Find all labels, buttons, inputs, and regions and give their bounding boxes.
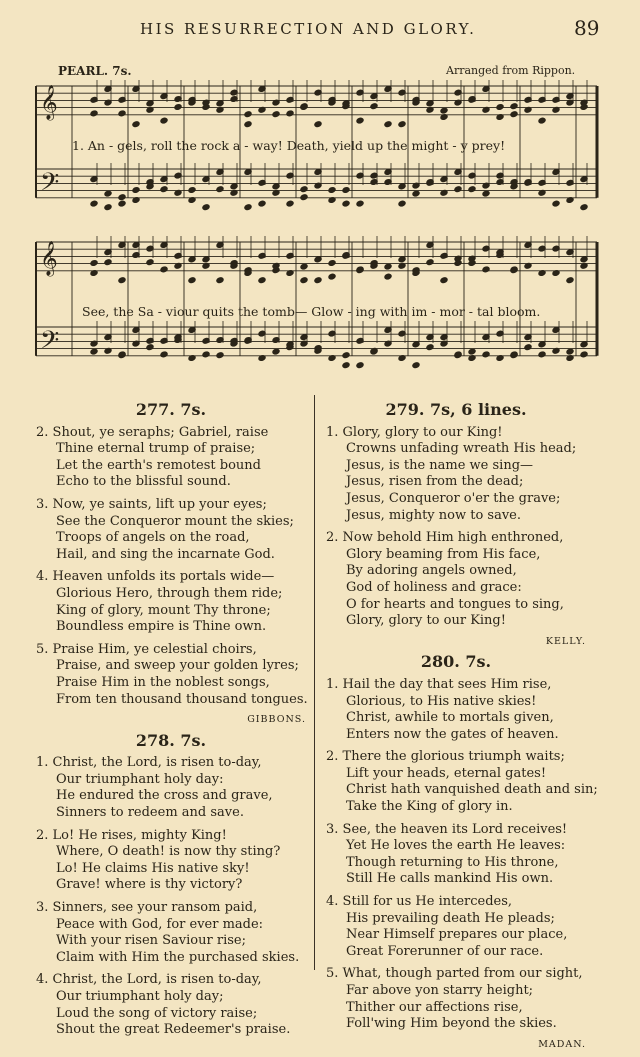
tune-name: PEARL. 7s. [58, 64, 132, 78]
verse-line: Praise, and sweep your golden lyres; [56, 658, 299, 674]
note-head [160, 117, 168, 124]
note-head [342, 187, 350, 194]
note-head [118, 194, 126, 201]
stanza [326, 749, 598, 815]
verse-line: 2. Shout, ye seraphs; Gabriel, raise [36, 424, 269, 440]
note-head [104, 259, 112, 266]
verse-line: Glorious Hero, through them ride; [56, 585, 283, 601]
note-head [146, 259, 154, 266]
note-head [272, 348, 280, 355]
verse-line: Echo to the blissful sound. [56, 474, 231, 490]
column-divider [314, 395, 315, 970]
verse-line: 4. Christ, the Lord, is risen to-day, [36, 972, 262, 988]
verse-line: Our triumphant holy day: [56, 771, 224, 787]
verse-line: 3. Now, ye saints, lift up your eyes; [36, 496, 267, 512]
verse-line: By adoring angels owned, [346, 563, 517, 579]
hymn-title: 279. 7s, 6 lines. [385, 400, 527, 419]
note-head [286, 200, 294, 207]
verse-line: Enters now the gates of heaven. [346, 726, 559, 742]
verse-line: With your risen Saviour rise; [56, 933, 246, 949]
stanza [326, 677, 586, 743]
lyric-line-1: 1. An - gels, roll the rock a - way! Death, yield up the might - y prey! [72, 138, 506, 153]
note-head [118, 277, 126, 284]
hymn-278 [36, 730, 306, 1039]
note-head [440, 107, 448, 114]
note-head [356, 200, 364, 207]
verse-line: Glorious, to His native skies! [346, 693, 537, 709]
verse-line: Thine eternal trump of praise; [56, 441, 256, 457]
verse-line: Peace with God, for ever made: [56, 916, 264, 932]
verse-line: Claim with Him the purchased skies. [56, 949, 300, 965]
verse-line: 5. What, though parted from our sight, [326, 966, 583, 982]
verse-line: Still He calls mankind His own. [346, 871, 554, 887]
verse-line: 2. Now behold Him high enthroned, [326, 530, 564, 546]
hymn-author: GIBBONS. [247, 714, 306, 726]
verse-line: Lift your heads, eternal gates! [346, 765, 547, 781]
verse-line: Jesus, risen from the dead; [346, 474, 524, 490]
hymn-279 [326, 402, 586, 650]
verse-line: Jesus, is the name we sing— [346, 457, 534, 473]
verse-line: 1. Christ, the Lord, is risen to-day, [36, 755, 262, 771]
verse-line: See the Conqueror mount the skies; [56, 513, 294, 529]
note-head [216, 277, 224, 284]
verse-line: Yet He loves the earth He leaves: [346, 838, 566, 854]
verse-line: 1. Hail the day that sees Him rise, [326, 676, 552, 692]
note-head [132, 121, 140, 128]
note-head [580, 351, 588, 358]
stanza [326, 822, 586, 888]
verse-line: 3. Sinners, see your ransom paid, [36, 900, 258, 916]
note-head [328, 187, 336, 194]
note-head [286, 110, 294, 117]
note-head [160, 186, 168, 193]
note-head [426, 344, 434, 351]
note-head [440, 277, 448, 284]
verse-line: Boundless empire is Thine own. [56, 619, 267, 635]
note-head [398, 121, 406, 128]
note-head [90, 110, 98, 117]
hymn-280 [326, 652, 598, 1053]
verse-line: Our triumphant holy day; [56, 989, 224, 1004]
note-head [454, 186, 462, 193]
verse-line: Lo! He claims His native sky! [56, 860, 250, 876]
verse-line: Grave! where is thy victory? [56, 877, 243, 893]
verse-line: Loud the song of victory raise; [56, 1005, 258, 1021]
note-head [510, 111, 518, 118]
verse-line: God of holiness and grace: [346, 579, 522, 595]
note-head [426, 259, 434, 266]
note-head [412, 190, 420, 197]
verse-line: Though returning to His throne, [346, 854, 559, 870]
note-head [300, 263, 308, 270]
note-head [342, 200, 350, 207]
note-head [202, 204, 210, 211]
stanza [326, 425, 586, 525]
note-head [356, 362, 364, 369]
verse-line: O for hearts and tongues to sing, [346, 596, 564, 612]
stanza [36, 972, 306, 1038]
note-head [370, 103, 378, 110]
note-head [272, 111, 280, 118]
note-head [244, 121, 252, 128]
verse-line: Thither our affections rise, [346, 999, 523, 1015]
stanza [326, 530, 586, 630]
left-column [36, 402, 306, 1045]
verse-line: 1. Glory, glory to our King! [326, 424, 503, 440]
clef-icon: 𝄞 [40, 85, 58, 120]
note-head [482, 266, 490, 273]
stanza [326, 894, 586, 960]
note-head [384, 263, 392, 270]
verse-line: Hail, and sing the incarnate God. [56, 546, 275, 562]
note-head [566, 348, 574, 355]
note-head [90, 200, 98, 207]
note-head [132, 187, 140, 194]
verse-line: Let the earth's remotest bound [56, 457, 261, 473]
note-head [90, 348, 98, 355]
verse-line: Christ, awhile to mortals given, [346, 710, 554, 726]
note-head [90, 260, 98, 267]
note-head [510, 103, 518, 110]
note-head [342, 352, 350, 359]
page-number: 89 [574, 16, 600, 40]
note-head [552, 200, 560, 207]
verse-line: 4. Still for us He intercedes, [326, 894, 513, 910]
running-head: HIS RESURRECTION AND GLORY. [140, 20, 477, 38]
verse-line: 2. Lo! He rises, mighty King! [36, 827, 227, 843]
note-head [356, 117, 364, 124]
note-head [174, 104, 182, 111]
note-head [566, 277, 574, 284]
note-head [384, 121, 392, 128]
verse-line: Glory, glory to our King! [346, 613, 506, 629]
verse-line: Great Forerunner of our race. [346, 943, 544, 959]
verse-line: Christ hath vanquished death and sin; [346, 782, 598, 798]
note-head [496, 104, 504, 111]
hymn-author: KELLY. [545, 635, 586, 647]
verse-line: Jesus, Conqueror o'er the grave; [346, 490, 561, 506]
note-head [160, 266, 168, 273]
stanza [36, 497, 306, 563]
verse-line: From ten thousand thousand tongues. [56, 691, 308, 707]
note-head [104, 204, 112, 211]
note-head [216, 352, 224, 359]
stanza [36, 642, 306, 708]
note-head [160, 351, 168, 358]
verse-line: Shout the great Redeemer's praise. [56, 1022, 291, 1038]
stanza [326, 966, 586, 1032]
verse-line: Sinners to redeem and save. [56, 805, 244, 821]
note-head [482, 190, 490, 197]
stanza [36, 900, 306, 966]
note-head [146, 344, 154, 351]
tune-arranger: Arranged from Rippon. [446, 64, 576, 77]
verse-line: 5. Praise Him, ye celestial choirs, [36, 641, 257, 657]
note-head [538, 351, 546, 358]
note-head [468, 348, 476, 355]
note-head [258, 200, 266, 207]
note-head [328, 260, 336, 267]
note-head [314, 121, 322, 128]
note-head [468, 186, 476, 193]
hymn-author: MADAN. [538, 1038, 586, 1050]
note-head [328, 273, 336, 280]
right-column [326, 400, 598, 1057]
verse-line: 2. There the glorious triumph waits; [326, 749, 565, 765]
note-head [538, 117, 546, 124]
note-head [300, 194, 308, 201]
note-head [384, 273, 392, 280]
note-head [118, 110, 126, 117]
verse-line: 3. See, the heaven its Lord receives! [326, 821, 568, 837]
verse-line: Jesus, mighty now to save. [346, 507, 521, 523]
note-head [258, 277, 266, 284]
stanza [36, 755, 306, 821]
verse-line: Take the King of glory in. [346, 799, 513, 815]
clef-icon: 𝄢 [40, 168, 60, 203]
music-score [0, 0, 640, 400]
hymn-277 [36, 402, 306, 729]
note-head [580, 204, 588, 211]
verse-line: King of glory, mount Thy throne; [56, 602, 271, 618]
verse-line: Praise Him in the noblest songs, [56, 674, 270, 690]
note-head [342, 362, 350, 369]
verse-line: Foll'wing Him beyond the skies. [346, 1016, 557, 1032]
verse-line: Crowns unfading wreath His head; [346, 441, 577, 457]
clef-icon: 𝄞 [40, 241, 58, 276]
clef-icon: 𝄢 [40, 326, 60, 361]
note-head [244, 204, 252, 211]
note-head [244, 111, 252, 118]
note-head [482, 351, 490, 358]
verse-line: 4. Heaven unfolds its portals wide— [36, 569, 275, 585]
hymn-title: 277. 7s. [135, 400, 207, 419]
hymn-title: 280. 7s. [420, 652, 492, 672]
note-head [300, 186, 308, 193]
verse-line: Near Himself prepares our place, [346, 927, 568, 943]
verse-line: Far above yon starry height; [346, 983, 534, 998]
note-head [104, 190, 112, 197]
stanza [36, 828, 306, 894]
note-head [300, 277, 308, 284]
note-head [188, 277, 196, 284]
note-head [398, 200, 406, 207]
verse-line: His prevailing death He pleads; [346, 910, 555, 926]
verse-line: Troops of angels on the road, [56, 530, 250, 546]
lyric-line-2: See, the Sa - viour quits the tomb— Glow - ing with im - mor - tal bloom. [82, 304, 541, 319]
stanza [36, 569, 306, 635]
stanza [36, 425, 306, 491]
note-head [524, 344, 532, 351]
verse-line: Glory beaming from His face, [346, 546, 541, 562]
verse-line: He endured the cross and grave, [56, 788, 273, 804]
note-head [412, 362, 420, 369]
note-head [202, 351, 210, 358]
note-head [216, 186, 224, 193]
verse-line: Where, O death! is now thy sting? [56, 844, 281, 860]
note-head [118, 200, 126, 207]
hymn-title: 278. 7s. [135, 730, 207, 750]
note-head [188, 187, 196, 194]
note-head [314, 277, 322, 284]
